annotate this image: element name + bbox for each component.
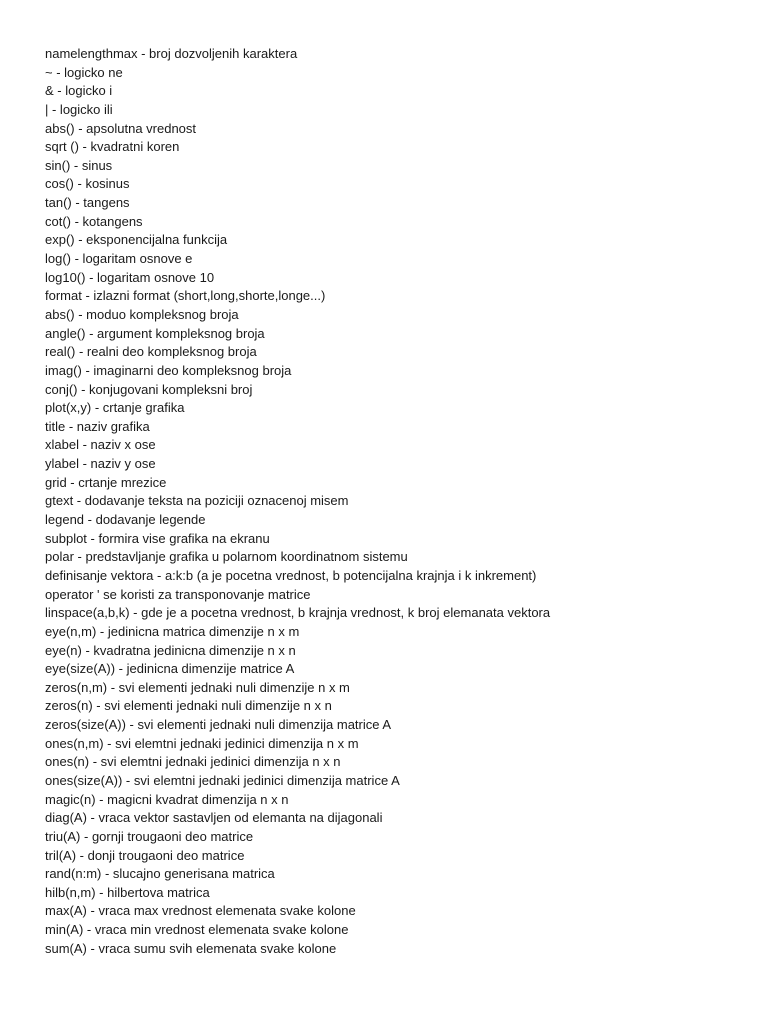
text-line: format - izlazni format (short,long,shorte,longe...) [45,288,326,304]
text-line: subplot - formira vise grafika na ekranu [45,530,270,546]
text-line: xlabel - naziv x ose [45,437,156,453]
text-line: operator ' se koristi za transponovanje matrice [45,586,311,602]
text-line: rand(n:m) - slucajno generisana matrica [45,866,275,882]
text-line: gtext - dodavanje teksta na poziciji oznacenoj misem [45,493,349,509]
text-line: grid - crtanje mrezice [45,474,167,490]
text-line: hilb(n,m) - hilbertova matrica [45,884,210,900]
text-line: polar - predstavljanje grafika u polarnom koordinatnom sistemu [45,549,408,565]
text-line: conj() - konjugovani kompleksni broj [45,381,253,397]
text-line: sum(A) - vraca sumu svih elemenata svake kolone [45,940,337,956]
text-line: definisanje vektora - a:k:b (a je pocetna vrednost, b potencijalna krajnja i k inkrement) [45,567,537,583]
text-line: exp() - eksponencijalna funkcija [45,232,228,248]
text-line: tan() - tangens [45,195,130,211]
document-page [45,45,745,958]
text-line: & - logicko i [45,83,113,99]
text-line: tril(A) - donji trougaoni deo matrice [45,847,245,863]
text-line: title - naziv grafika [45,418,150,434]
text-line: ~ - logicko ne [45,64,123,80]
text-line: min(A) - vraca min vrednost elemenata svake kolone [45,922,349,938]
text-line: | - logicko ili [45,101,113,117]
text-line: abs() - moduo kompleksnog broja [45,306,239,322]
text-line: namelengthmax - broj dozvoljenih karaktera [45,46,298,61]
text-line: imag() - imaginarni deo kompleksnog broja [45,362,292,378]
text-line: sqrt () - kvadratni koren [45,139,180,155]
text-line: ones(size(A)) - svi elemtni jednaki jedinici dimenzija matrice A [45,772,400,788]
text-line: log() - logaritam osnove e [45,251,193,267]
text-line: magic(n) - magicni kvadrat dimenzija n x n [45,791,289,807]
text-line: max(A) - vraca max vrednost elemenata svake kolone [45,903,356,919]
text-line: eye(n,m) - jedinicna matrica dimenzije n x m [45,623,300,639]
text-line: diag(A) - vraca vektor sastavljen od elemanta na dijagonali [45,810,383,826]
text-line: eye(size(A)) - jedinicna dimenzije matrice A [45,661,295,677]
text-line: abs() - apsolutna vrednost [45,120,197,136]
text-line: zeros(n,m) - svi elementi jednaki nuli dimenzije n x m [45,679,350,695]
text-line: linspace(a,b,k) - gde je a pocetna vrednost, b krajnja vrednost, k broj elemanata vektora [45,605,551,621]
text-line: cot() - kotangens [45,213,143,229]
text-line: log10() - logaritam osnove 10 [45,269,215,285]
text-line: legend - dodavanje legende [45,512,206,528]
text-line: angle() - argument kompleksnog broja [45,325,265,341]
text-line: ones(n,m) - svi elemtni jednaki jedinici dimenzija n x m [45,735,359,751]
text-line: plot(x,y) - crtanje grafika [45,400,185,416]
text-line: cos() - kosinus [45,176,130,192]
text-line: ylabel - naziv y ose [45,456,156,472]
text-line: eye(n) - kvadratna jedinicna dimenzije n x n [45,642,296,658]
text-line: ones(n) - svi elemtni jednaki jedinici dimenzija n x n [45,754,341,770]
text-line: zeros(n) - svi elementi jednaki nuli dimenzije n x n [45,698,332,714]
text-line: triu(A) - gornji trougaoni deo matrice [45,828,254,844]
text-line: zeros(size(A)) - svi elementi jednaki nuli dimenzija matrice A [45,717,392,733]
text-line: sin() - sinus [45,157,113,173]
text-line: real() - realni deo kompleksnog broja [45,344,257,360]
